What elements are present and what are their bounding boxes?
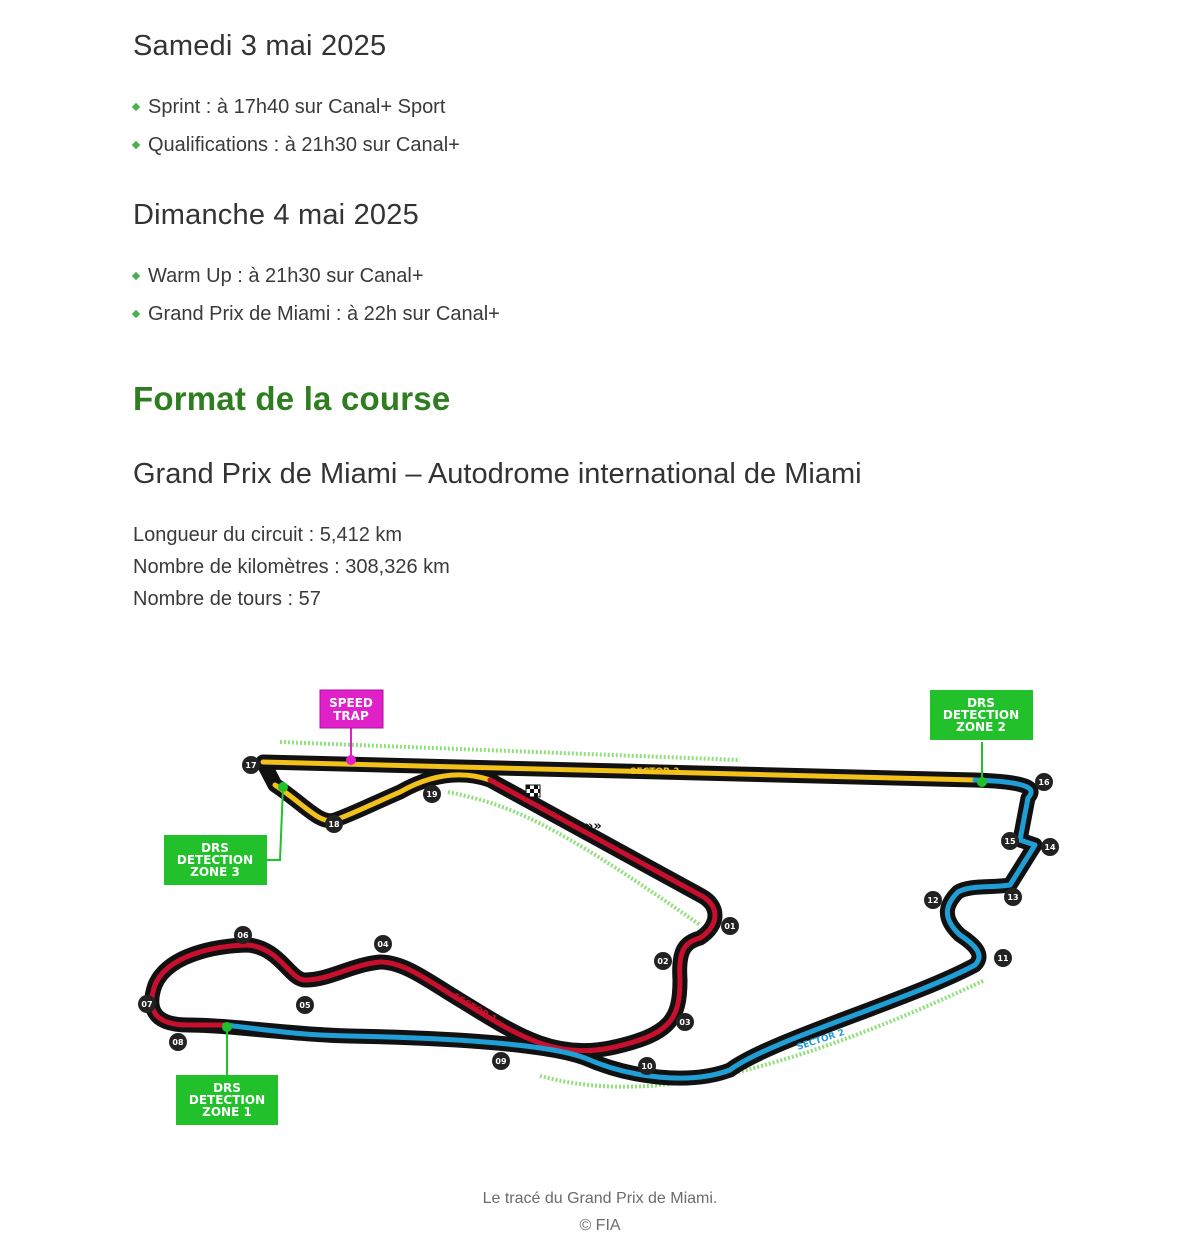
turn-marker (1001, 832, 1019, 850)
svg-text:TRAP: TRAP (333, 709, 369, 723)
diamond-bullet-icon (132, 141, 140, 149)
svg-text:05: 05 (299, 1001, 311, 1010)
direction-arrows-icon: »» (585, 819, 602, 834)
list-item: Qualifications : à 21h30 sur Canal+ (133, 126, 460, 164)
svg-text:ZONE 1: ZONE 1 (202, 1105, 252, 1119)
drs-zone-2-label (930, 690, 1033, 740)
svg-text:04: 04 (377, 940, 389, 949)
caption-text: Le tracé du Grand Prix de Miami. (482, 1190, 718, 1207)
svg-text:DETECTION: DETECTION (176, 853, 254, 867)
drs-zone-1-label (176, 1075, 278, 1125)
turn-marker (638, 1057, 656, 1075)
turn-marker (721, 917, 739, 935)
turn-marker (374, 935, 392, 953)
svg-text:13: 13 (1007, 893, 1019, 902)
schedule-list-saturday (133, 88, 460, 164)
svg-text:09: 09 (495, 1057, 507, 1066)
svg-text:10: 10 (641, 1062, 653, 1071)
caption-credit: © FIA (579, 1217, 621, 1234)
list-item: Sprint : à 17h40 sur Canal+ Sport (133, 88, 460, 126)
svg-text:03: 03 (679, 1018, 691, 1027)
turn-marker (234, 926, 252, 944)
diamond-bullet-icon (132, 272, 140, 280)
turn-marker (423, 785, 441, 803)
diamond-bullet-icon (132, 103, 140, 111)
circuit-facts (133, 519, 450, 615)
fact-length: Longueur du circuit : 5,412 km (133, 524, 403, 546)
sector1-line-a (152, 780, 715, 1051)
svg-text:DRS: DRS (967, 696, 995, 710)
svg-text:14: 14 (1044, 843, 1056, 852)
svg-text:01: 01 (724, 922, 736, 931)
turn-marker (325, 815, 343, 833)
svg-text:06: 06 (237, 931, 249, 940)
turn-marker (1004, 888, 1022, 906)
turn-marker (924, 891, 942, 909)
svg-text:DETECTION: DETECTION (942, 708, 1020, 722)
turn-marker (242, 756, 260, 774)
turn-marker (138, 995, 156, 1013)
circuit-title: Grand Prix de Miami – Autodrome international de Miami (133, 458, 862, 490)
turn-marker (994, 949, 1012, 967)
svg-text:SPEED: SPEED (329, 696, 373, 710)
svg-text:12: 12 (927, 896, 939, 905)
svg-text:08: 08 (172, 1038, 184, 1047)
svg-text:ZONE 2: ZONE 2 (956, 720, 1006, 734)
checkered-flag-icon (526, 785, 540, 797)
svg-text:DRS: DRS (201, 841, 229, 855)
svg-text:16: 16 (1038, 778, 1050, 787)
turn-marker (1041, 838, 1059, 856)
day-heading-saturday: Samedi 3 mai 2025 (133, 30, 387, 62)
svg-text:07: 07 (141, 1000, 153, 1009)
day-heading-sunday: Dimanche 4 mai 2025 (133, 199, 419, 231)
svg-text:DETECTION: DETECTION (188, 1093, 266, 1107)
speed-trap-label (320, 690, 383, 728)
svg-text:18: 18 (328, 820, 340, 829)
sector2-label: SECTOR 2 (795, 1028, 846, 1053)
sector3-label: SECTOR 3 (630, 767, 680, 777)
svg-text:19: 19 (426, 790, 438, 799)
turn-marker (654, 952, 672, 970)
diamond-bullet-icon (132, 310, 140, 318)
svg-text:02: 02 (657, 957, 669, 966)
list-item: Grand Prix de Miami : à 22h sur Canal+ (133, 295, 500, 333)
sector1-label: SECTOR 1 (450, 991, 499, 1026)
svg-text:15: 15 (1004, 837, 1016, 846)
svg-text:11: 11 (997, 954, 1009, 963)
circuit-map (130, 680, 1070, 1140)
svg-text:DRS: DRS (213, 1081, 241, 1095)
svg-text:ZONE 3: ZONE 3 (190, 865, 240, 879)
turn-marker (492, 1052, 510, 1070)
turn-marker (676, 1013, 694, 1031)
svg-text:17: 17 (245, 761, 257, 770)
turn-marker (169, 1033, 187, 1051)
fact-laps: Nombre de tours : 57 (133, 588, 321, 610)
list-item: Warm Up : à 21h30 sur Canal+ (133, 257, 500, 295)
schedule-list-sunday (133, 257, 500, 333)
drs-zone-3-label (164, 835, 267, 885)
turn-marker (1035, 773, 1053, 791)
image-caption (0, 1185, 1200, 1239)
turn-marker (296, 996, 314, 1014)
section-heading-format: Format de la course (133, 380, 451, 417)
fact-distance: Nombre de kilomètres : 308,326 km (133, 556, 450, 578)
